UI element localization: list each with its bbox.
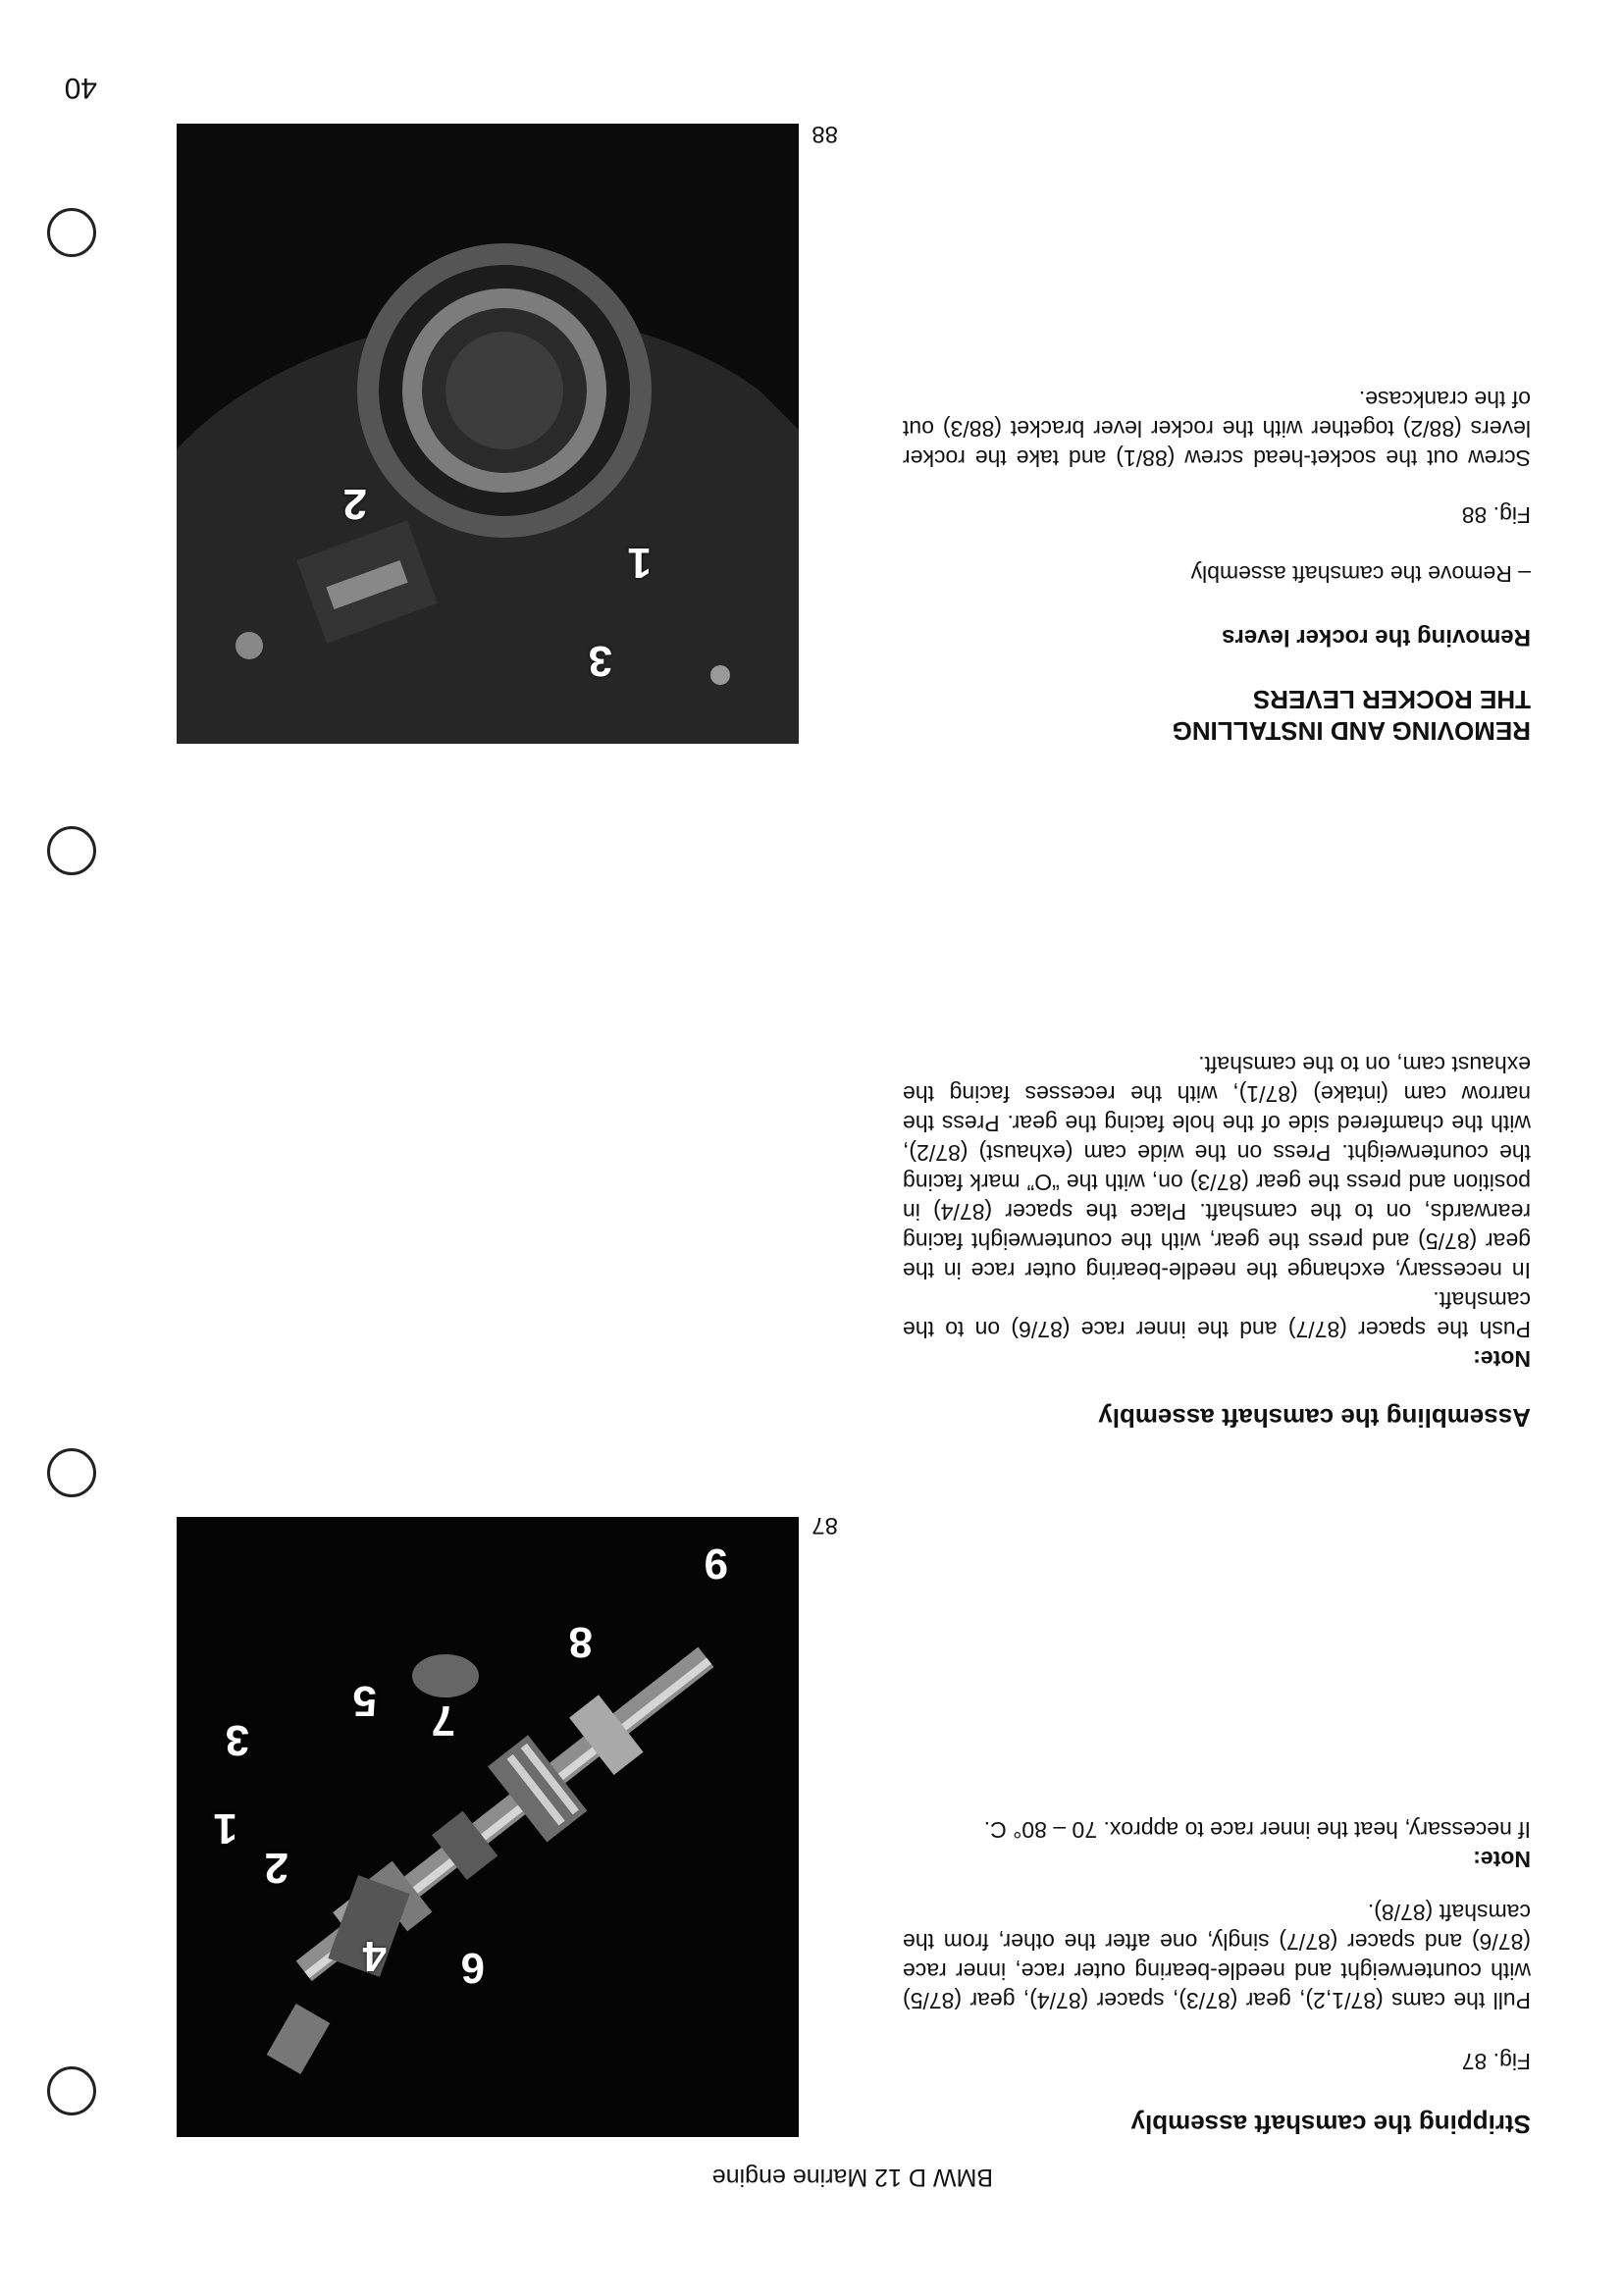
binder-hole (47, 208, 96, 257)
stripping-note-label: Note: (1473, 1847, 1531, 1872)
rocker-lever-illustration (177, 124, 799, 744)
fig88-reference: Fig. 88 (1461, 502, 1531, 528)
fig87-callout-8: 8 (568, 1618, 593, 1666)
stripping-heading: Stripping the camshaft assembly (1130, 2110, 1531, 2139)
stripping-body: Pull the cams (87/1,2), gear (87/3), spacer (87/4), gear (87/5) with counterweight and needle-bearing outer race, inner race (87/6) and spacer (87/7) singly, one after the other, from the camshaft (87/8). (903, 1900, 1531, 2013)
fig88-photo (177, 124, 799, 744)
fig87-photo (177, 1517, 799, 2137)
rocker-title-line1: REMOVING AND INSTALLING (1172, 716, 1531, 746)
assembling-body: In necessary, exchange the needle-bearing outer race in the gear (87/5) and press the gear, with the counterweight facing rearwards, on to the camshaft. Place the spacer (87/4) in position and press the gear (87/3) on, with the “O” mark facing the counterweight. Press on the wide cam (exhaust) (87/2), with the chamfered side of the hole facing the gear. Press the narrow cam (intake) (87/1), with the recesses facing the exhaust cam, on to the camshaft. (903, 1052, 1531, 1283)
assembling-note-text: Push the spacer (87/7) and the inner race (87/6) on to the camshaft. (903, 1287, 1531, 1342)
rocker-step: – Remove the camshaft assembly (1190, 561, 1531, 587)
fig87-reference: Fig. 87 (1461, 2049, 1531, 2074)
camshaft-assembly-illustration (177, 1517, 799, 2137)
fig87-callout-6: 6 (460, 1944, 485, 1992)
binder-hole (47, 1448, 96, 1497)
assembling-note-label: Note: (1473, 1346, 1531, 1372)
fig88-callout-2: 2 (342, 480, 367, 528)
rocker-title-line2: THE ROCKER LEVERS (1252, 685, 1531, 714)
fig87-callout-3: 3 (225, 1716, 249, 1764)
fig88-callout-1: 1 (627, 539, 652, 587)
fig88-callout-3: 3 (588, 637, 612, 685)
assembling-heading: Assembling the camshaft assembly (1098, 1403, 1531, 1433)
fig87-callout-4: 4 (362, 1932, 387, 1980)
fig87-number: 87 (812, 1512, 838, 1539)
fig87-callout-5: 5 (352, 1677, 377, 1725)
fig87-callout-7: 7 (431, 1696, 455, 1745)
fig88-number: 88 (812, 121, 838, 147)
rocker-subheading: Removing the rocker levers (1222, 624, 1531, 651)
fig87-callout-1: 1 (213, 1804, 237, 1852)
binder-hole (47, 2066, 96, 2115)
rocker-body: Screw out the socket-head screw (88/1) and take the rocker levers (88/2) together with the rocker lever bracket (88/3) out of the crankcase. (903, 387, 1531, 471)
binder-hole (47, 826, 96, 875)
document-title: BMW D 12 Marine engine (711, 2164, 993, 2191)
fig87-callout-9: 9 (704, 1539, 728, 1588)
fig87-callout-2: 2 (264, 1844, 288, 1892)
page-number: 40 (64, 72, 97, 104)
stripping-note-text: If necessary, heat the inner race to approx. 70 – 80° C. (983, 1817, 1531, 1843)
